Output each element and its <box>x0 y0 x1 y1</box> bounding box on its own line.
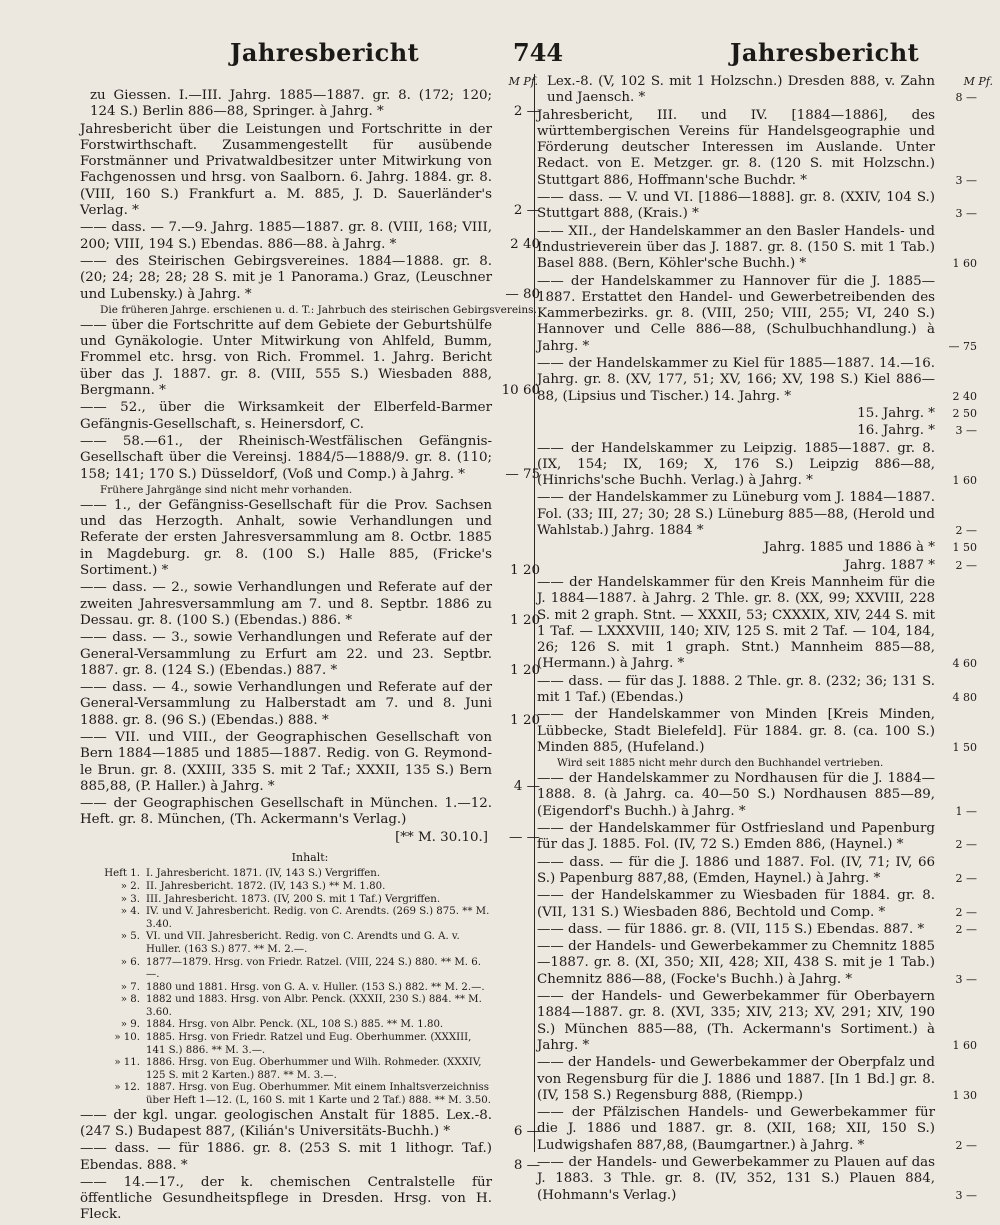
volume-number: » 10. <box>114 1032 140 1044</box>
bibliography-entry <box>80 318 540 399</box>
running-head-right: Jahresbericht <box>730 38 920 67</box>
volume-text: I. Jahresbericht. 1871. (IV, 143 S.) Vergriffen. <box>146 868 381 880</box>
entry-price: 1 20 <box>510 563 540 579</box>
entry-price: 3 — <box>955 1188 977 1202</box>
bibliography-entry <box>537 674 977 707</box>
bibliography-entry <box>80 122 540 220</box>
entry-text: —— 52., über die Wirksamkeit der Elberfeld-Barmer Gefängnis-Gesellschaft, s. Heinersdorf, C. <box>80 400 492 432</box>
entry-text: —— der Handels- und Gewerbekammer zu Chemnitz 1885—1887. gr. 8. (XI, 350; XII, 428; XII, 438 S. mit je 1 Tab.) Chemnitz 886—88, (Focke's Buchh.) à Jahrg. * <box>537 939 935 987</box>
page-number: 744 <box>513 38 564 67</box>
entry-text: —— XII., der Handelskammer an den Basler Handels- und Industrieverein über das J. 1887. gr. 8. (150 S. mit 1 Tab.) Basel 888. (Bern, Köhler'sche Buchh.) * <box>537 223 935 272</box>
bibliography-entry <box>80 1108 540 1141</box>
volume-number: » 4. <box>120 906 140 918</box>
entry-text: —— 1., der Gefängniss-Gesellschaft für die Prov. Sachsen und das Herzogth. Anhalt, sowie Verhandlungen und Referate der ersten Jahresversammlung am 8. Octbr. 1885 in Magdeburg. gr. 8. (100 S.) Halle 885, (Fricke's Sortiment.) * <box>80 497 492 579</box>
bibliography-entry <box>80 830 540 846</box>
inhalt-volume <box>80 1057 540 1082</box>
entry-text: Jahresbericht über die Leistungen und Fortschritte in der Forstwirthschaft. Zusammengestellt für ausübende Forstmänner und Privatwaldbesitzer unter Mitwirkung von Fachgenossen und hrsg. von Saalborn. 6. Jahrg. 1884. gr. 8. (VIII, 160 S.) Frankfurt a. M. 885, J. D. Sauerländer's Verlag. * <box>80 121 492 219</box>
bibliography-entry <box>537 190 977 223</box>
entry-text: —— der Handelskammer von Minden [Kreis Minden, Lübbecke, Stadt Bielefeld]. Für 1884. gr. 8. (ca. 100 S.) Minden 885, (Hufeland.) <box>537 707 935 755</box>
entry-price: — 80 <box>505 286 540 302</box>
entry-price: — — <box>508 829 540 845</box>
inhalt-heading: Inhalt: <box>291 851 329 865</box>
left-tail-entries <box>80 1108 540 1224</box>
entry-price: 8 — <box>513 1157 540 1173</box>
volume-text: IV. und V. Jahresbericht. Redig. von C. Arendts. (269 S.) 875. ** M. 3.40. <box>146 906 490 930</box>
entry-price: 3 — <box>955 972 977 986</box>
bibliography-entry <box>537 74 977 107</box>
entry-text: —— dass. — 3., sowie Verhandlungen und Referate auf der General-Versammlung zu Erfurt am 22. und 23. Septbr. 1887. gr. 8. (124 S.) (Ebendas.) 887. * <box>80 630 492 678</box>
entry-text: —— dass. — für 1886. gr. 8. (253 S. mit 1 lithogr. Taf.) Ebendas. 888. * <box>80 1141 492 1173</box>
entry-price: 3 — <box>955 173 977 187</box>
entry-price: 2 — <box>955 558 977 572</box>
entry-price: 1 — <box>955 804 977 818</box>
bibliography-entry <box>537 939 977 988</box>
entry-text: —— 58.—61., der Rheinisch-Westfälischen Gefängnis-Gesellschaft über die Vereinsj. 1884/5—1888/9. gr. 8. (110; 158; 141; 170 S.) Düsseldorf, (Voß und Comp.) à Jahrg. * <box>80 433 492 482</box>
entry-note: Die früheren Jahrge. erschienen u. d. T.: Jahrbuch des steirischen Gebirgsvereins. <box>100 303 537 316</box>
bibliography-entry <box>537 423 977 439</box>
entry-text: —— der Handelskammer zu Lüneburg vom J. 1884—1887. Fol. (33; III, 27; 30; 28 S.) Lüneburg 885—88, (Herold und Wahlstab.) Jahrg. 1884 * <box>537 490 935 539</box>
entry-text: Lex.-8. (V, 102 S. mit 1 Holzschn.) Dresden 888, v. Zahn und Jaensch. * <box>547 74 935 106</box>
entry-price: 10 60 <box>501 383 540 399</box>
entry-text: —— dass. — für das J. 1888. 2 Thle. gr. 8. (232; 36; 131 S. mit 1 Taf.) (Ebendas.) <box>537 673 935 705</box>
left-column <box>80 74 540 1225</box>
bibliography-entry <box>537 274 977 355</box>
volume-number: » 3. <box>120 893 140 905</box>
bibliography-entry <box>537 356 977 405</box>
entry-price: 2 — <box>955 905 977 919</box>
entry-price: 8 — <box>955 91 977 105</box>
entry-text: —— über die Fortschritte auf dem Gebiete der Geburtshülfe und Gynäkologie. Unter Mitwirkung von Ahlfeld, Bumm, Frommel etc. hrsg. von Rich. Frommel. 1. Jahrg. Bericht über das J. 1887. gr. 8. (VIII, 555 S.) Wiesbaden 888, Bergmann. * <box>80 317 492 399</box>
volume-number: » 2. <box>120 880 140 892</box>
bibliography-entry <box>537 855 977 888</box>
entry-price: 6 — <box>513 1123 540 1139</box>
volume-text: 1887. Hrsg. von Eug. Oberhummer. Mit einem Inhaltsverzeichniss über Heft 1—12. (L, 160 S. mit 1 Karte und 2 Taf.) 888. ** M. 3.50. <box>146 1082 491 1107</box>
entry-price: — 75 <box>505 466 540 482</box>
inhalt-volume <box>80 982 540 995</box>
entry-text: —— der Handelskammer zu Hannover für die J. 1885—1887. Erstattet den Handel- und Gewerbetreibenden des Kammerbezirks. gr. 8. (VIII, 250; VIII, 255; VI, 240 S.) Hannover und Celle 886—88, (Schulbuchhandlung.) à Jahrg. * <box>537 273 935 354</box>
bibliography-entry <box>80 498 540 579</box>
entry-text: —— 14.—17., der k. chemischen Centralstelle für öffentliche Gesundheitspflege in Dresden. Hrsg. von H. Fleck. <box>80 1174 492 1223</box>
volume-number: » 9. <box>120 1019 140 1031</box>
inhalt-volume <box>80 1032 540 1057</box>
volume-text: 1877—1879. Hrsg. von Friedr. Ratzel. (VIII, 224 S.) 880. ** M. 6.—. <box>146 956 481 981</box>
inhalt-volume <box>80 1019 540 1032</box>
inhalt-volume <box>80 894 540 907</box>
inhalt-list <box>80 868 540 1107</box>
entry-text: —— der Handels- und Gewerbekammer für Oberbayern 1884—1887. gr. 8. (XVI, 335; XIV, 213; XV, 291; XIV, 190 S.) München 885—88, (Th. Ackermann's Sortiment.) à Jahrg. * <box>537 989 935 1053</box>
entry-text: —— der Handelskammer zu Leipzig. 1885—1887. gr. 8. (IX, 154; IX, 169; X, 176 S.) Leipzig 886—88, (Hinrichs'sche Buchh. Verlag.) à Jahrg. * <box>537 440 935 489</box>
entry-text: Jahrg. 1885 und 1886 à * <box>763 540 935 556</box>
entry-price: 2 50 <box>952 406 977 420</box>
entry-text: —— dass. — 7.—9. Jahrg. 1885—1887. gr. 8. (VIII, 168; VIII, 200; VIII, 194 S.) Ebendas. 886—88. à Jahrg. * <box>80 220 492 252</box>
entry-text: —— der Geographischen Gesellschaft in München. 1.—12. Heft. gr. 8. München, (Th. Ackermann's Verlag.) <box>80 796 492 828</box>
bibliography-entry <box>537 1105 977 1154</box>
bibliography-entry <box>80 254 540 303</box>
entry-text: Jahrg. 1887 * <box>844 557 935 573</box>
entry-text: —— dass. — für die J. 1886 und 1887. Fol. (IV, 71; IV, 66 S.) Papenburg 887,88, (Emden, Haynel.) à Jahrg. * <box>537 854 935 886</box>
entry-text: 16. Jahrg. * <box>857 423 935 439</box>
volume-number: » 11. <box>114 1057 140 1069</box>
volume-number: » 8. <box>120 994 140 1006</box>
bibliography-entry <box>537 406 977 422</box>
entry-price: 1 60 <box>952 474 977 488</box>
volume-text: 1886. Hrsg. von Eug. Oberhummer und Wilh. Rohmeder. (XXXIV, 125 S. mit 2 Karten.) 887. ** M. 3.—. <box>146 1057 482 1081</box>
entry-price: 2 — <box>955 524 977 538</box>
bibliography-entry <box>80 730 540 795</box>
entry-text: —— der kgl. ungar. geologischen Anstalt für 1885. Lex.-8. (247 S.) Budapest 887, (Kilián's Universitäts-Buchh.) * <box>80 1107 492 1139</box>
entry-text: —— dass. — V. und VI. [1886—1888]. gr. 8. (XXIV, 104 S.) Stuttgart 888, (Krais.) * <box>537 190 935 222</box>
bibliography-entry <box>80 434 540 483</box>
bibliography-entry <box>537 1155 977 1204</box>
entry-text: —— dass. — 2., sowie Verhandlungen und Referate auf der zweiten Jahresversammlung am 7. und 8. Septbr. 1886 zu Dessau. gr. 8. (100 S.) (Ebendas.) 886. * <box>80 580 492 628</box>
bibliography-entry <box>537 441 977 490</box>
entry-text: [** M. 30.10.] <box>395 829 488 845</box>
bibliography-entry <box>537 490 977 539</box>
bibliography-entry <box>537 989 977 1054</box>
entry-text: —— der Handelskammer für den Kreis Mannheim für die J. 1884—1887. à Jahrg. 2 Thle. gr. 8. (XX, 99; XXVIII, 228 S. mit 2 graph. Stnt. — XXXII, 53; CXXXIX, XIV, 244 S. mit 1 Taf. — LXXXVIII, 140; XIV, 125 S. mit 2 Taf. — 104, 184, 26; 126 S. mit 1 graph. Stnt.) Mannheim 885—88, (Hermann.) à Jahrg. * <box>537 574 935 672</box>
bibliography-entry <box>80 630 540 679</box>
volume-number: » 7. <box>120 981 140 993</box>
bibliography-entry <box>537 922 977 938</box>
entry-price: 1 20 <box>510 612 540 628</box>
entry-price: 1 60 <box>952 1038 977 1052</box>
volume-text: VI. und VII. Jahresbericht. Redig. von C. Arendts und G. A. v. Huller. (163 S.) 877. ** M. 2.—. <box>146 931 460 955</box>
volume-text: 1882 und 1883. Hrsg. von Albr. Penck. (XXXII, 230 S.) 884. ** M. 3.60. <box>146 994 482 1018</box>
bibliography-entry <box>80 796 540 829</box>
volume-text: II. Jahresbericht. 1872. (IV, 143 S.) ** M. 1.80. <box>146 880 386 892</box>
bibliography-entry <box>537 575 977 673</box>
entry-price: 4 — <box>513 778 540 794</box>
bibliography-entry <box>537 771 977 820</box>
bibliography-entry <box>537 224 977 273</box>
entry-text: —— dass. — für 1886. gr. 8. (VII, 115 S.) Ebendas. 887. * <box>537 921 925 937</box>
bibliography-entry <box>80 220 540 253</box>
currency-head-right: M Pf. <box>963 75 993 88</box>
volume-text: 1884. Hrsg. von Albr. Penck. (XL, 108 S.) 885. ** M. 1.80. <box>146 1019 444 1031</box>
bibliography-entry <box>80 400 540 433</box>
entry-text: —— der Pfälzischen Handels- und Gewerbekammer für die J. 1886 und 1887. gr. 8. (XII, 168; XII, 150 S.) Ludwigshafen 887,88, (Baumgartner.) à Jahrg. * <box>537 1105 935 1153</box>
entry-price: 2 — <box>955 1138 977 1152</box>
volume-text: 1880 und 1881. Hrsg. von G. A. v. Huller. (153 S.) 882. ** M. 2.—. <box>146 981 485 993</box>
entry-price: 2 — <box>955 838 977 852</box>
entry-price: 1 50 <box>952 541 977 555</box>
bibliography-entry <box>80 88 540 121</box>
entry-price: 1 50 <box>952 740 977 754</box>
entry-price: 2 — <box>955 871 977 885</box>
entry-text: 15. Jahrg. * <box>857 405 935 421</box>
entry-text: —— der Handels- und Gewerbekammer zu Plauen auf das J. 1883. 3 Thle. gr. 8. (IV, 352, 131 S.) Plauen 884, (Hohmann's Verlag.) <box>537 1155 935 1203</box>
inhalt-volume <box>80 1082 540 1107</box>
entry-text: —— der Handelskammer für Ostfriesland und Papenburg für das J. 1885. Fol. (IV, 72 S.) Emden 886, (Haynel.) * <box>537 821 935 853</box>
entry-price: 4 80 <box>952 690 977 704</box>
right-entries <box>537 74 977 1204</box>
volume-text: III. Jahresbericht. 1873. (IV, 200 S. mit 1 Taf.) Vergriffen. <box>146 893 441 905</box>
bibliography-entry <box>537 108 977 189</box>
entry-price: 3 — <box>955 207 977 221</box>
bibliography-entry <box>537 1055 977 1104</box>
bibliography-entry <box>537 540 977 556</box>
entry-text: Jahresbericht, III. und IV. [1884—1886], des württembergischen Vereins für Handelsgeographie und Förderung deutscher Interessen im Auslande. Unter Redact. von E. Metzger. gr. 8. (120 S. mit Holzschn.) Stuttgart 886, Hoffmann'sche Buchdr. * <box>537 107 935 188</box>
volume-text: 1885. Hrsg. von Friedr. Ratzel und Eug. Oberhummer. (XXXIII, 141 S.) 886. ** M. 3.—. <box>146 1032 472 1056</box>
entry-note: Wird seit 1885 nicht mehr durch den Buchhandel vertrieben. <box>557 757 884 770</box>
entry-price: 2 — <box>513 203 540 219</box>
bibliography-entry <box>537 888 977 921</box>
bibliography-entry <box>80 1175 540 1224</box>
bibliography-entry <box>537 558 977 574</box>
inhalt-volume <box>80 994 540 1019</box>
entry-text: —— dass. — 4., sowie Verhandlungen und Referate auf der General-Versammlung zu Halberstadt am 7. und 8. Juni 1888. gr. 8. (96 S.) (Ebendas.) 888. * <box>80 680 492 728</box>
entry-note: Frühere Jahrgänge sind nicht mehr vorhanden. <box>100 483 353 496</box>
entry-price: 2 — <box>955 922 977 936</box>
entry-text: —— der Handelskammer zu Nordhausen für die J. 1884—1888. 8. (à Jahrg. ca. 40—50 S.) Nordhausen 885—89, (Eigendorf's Buchh.) à Jahrg. * <box>537 771 935 819</box>
inhalt-volume <box>80 868 540 881</box>
right-column <box>537 74 993 1205</box>
entry-price: 2 — <box>513 104 540 120</box>
currency-head-left: M Pf. <box>508 75 538 88</box>
inhalt-volume <box>80 931 540 956</box>
entry-text: —— der Handels- und Gewerbekammer der Oberpfalz und von Regensburg für die J. 1886 und 1887. [In 1 Bd.] gr. 8. (IV, 158 S.) Regensburg 888, (Riempp.) <box>537 1055 935 1103</box>
bibliography-entry <box>80 1141 540 1174</box>
volume-number: » 5. <box>120 931 140 943</box>
left-entries <box>80 88 540 846</box>
bibliography-entry <box>537 707 977 756</box>
bibliography-entry <box>537 821 977 854</box>
entry-price: 4 60 <box>952 657 977 671</box>
bibliography-entry <box>80 680 540 729</box>
entry-text: zu Giessen. I.—III. Jahrg. 1885—1887. gr. 8. (172; 120; 124 S.) Berlin 886—88, Springer. à Jahrg. * <box>90 88 492 120</box>
entry-text: —— der Handelskammer zu Kiel für 1885—1887. 14.—16. Jahrg. gr. 8. (XV, 177, 51; XV, 166; XV, 198 S.) Kiel 886—88, (Lipsius und Tischer.) 14. Jahrg. * <box>537 356 935 404</box>
page-header <box>80 38 920 78</box>
entry-price: — 75 <box>948 339 977 353</box>
inhalt-volume <box>80 881 540 894</box>
entry-price: 2 40 <box>510 236 540 252</box>
bibliography-entry <box>80 580 540 629</box>
volume-number: » 6. <box>120 956 140 968</box>
volume-number: » 12. <box>114 1082 140 1094</box>
entry-price: 2 40 <box>952 389 977 403</box>
entry-text: —— VII. und VIII., der Geographischen Gesellschaft von Bern 1884—1885 und 1885—1887. Redig. von G. Reymond-le Brun. gr. 8. (XXIII, 335 S. mit 2 Taf.; XXXII, 135 S.) Bern 885,88, (P. Haller.) à Jahrg. * <box>80 729 492 794</box>
entry-price: 1 20 <box>510 662 540 678</box>
volume-number: Heft 1. <box>104 868 140 880</box>
entry-text: —— des Steirischen Gebirgsvereines. 1884—1888. gr. 8. (20; 24; 28; 28; 28 S. mit je 1 Panorama.) Graz, (Leuschner und Lubensky.) à Jahrg. * <box>80 253 492 302</box>
inhalt-volume <box>80 906 540 931</box>
entry-price: 1 20 <box>510 712 540 728</box>
entry-price: 3 — <box>955 424 977 438</box>
running-head-left: Jahresbericht <box>230 38 420 67</box>
entry-price: 1 30 <box>952 1088 977 1102</box>
entry-text: —— der Handelskammer zu Wiesbaden für 1884. gr. 8. (VII, 131 S.) Wiesbaden 886, Bechtold und Comp. * <box>537 888 935 920</box>
entry-price: 1 60 <box>952 257 977 271</box>
inhalt-volume <box>80 957 540 982</box>
